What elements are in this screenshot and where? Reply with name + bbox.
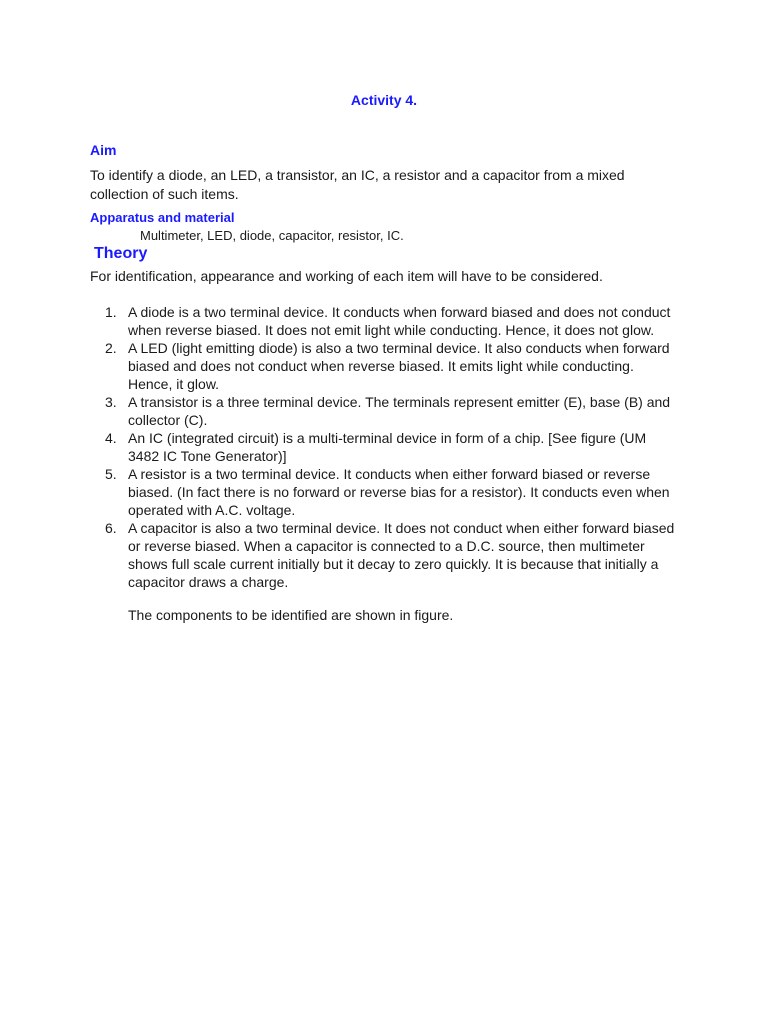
closing-text: The components to be identified are shown in figure. <box>128 607 454 623</box>
theory-list <box>90 303 680 591</box>
aim-text: To identify a diode, an LED, a transistor, an IC, a resistor and a capacitor from a mixed collection of such items. <box>90 167 625 202</box>
list-number: 1. <box>105 304 117 320</box>
apparatus-heading: Apparatus and material <box>90 210 235 225</box>
apparatus-text: Multimeter, LED, diode, capacitor, resistor, IC. <box>140 228 404 243</box>
list-number: 4. <box>105 430 117 446</box>
list-item-text: An IC (integrated circuit) is a multi-terminal device in form of a chip. [See figure (UM 3482 IC Tone Generator)] <box>128 430 647 464</box>
theory-heading: Theory <box>94 245 148 262</box>
aim-heading: Aim <box>90 142 117 158</box>
list-number: 5. <box>105 466 117 482</box>
page-title: Activity 4. <box>350 92 418 108</box>
list-item <box>90 303 680 339</box>
list-number: 2. <box>105 340 117 356</box>
list-item <box>90 339 680 393</box>
list-item <box>90 519 680 591</box>
list-item-text: A transistor is a three terminal device. The terminals represent emitter (E), base (B) and collector (C). <box>128 394 671 428</box>
list-number: 6. <box>105 520 117 536</box>
list-item <box>90 393 680 429</box>
list-item-text: A diode is a two terminal device. It conducts when forward biased and does not conduct when reverse biased. It does not emit light while conducting. Hence, it does not glow. <box>128 304 671 338</box>
list-item <box>90 429 680 465</box>
list-item-text: A LED (light emitting diode) is also a two terminal device. It also conducts when forward biased and does not conduct when reverse biased. It emits light while conducting. Hence, it glow. <box>128 340 670 392</box>
theory-intro: For identification, appearance and working of each item will have to be considered. <box>90 268 603 284</box>
list-item-text: A capacitor is also a two terminal device. It does not conduct when either forward biased or reverse biased. When a capacitor is connected to a D.C. source, then multimeter shows full scale current initially but it decay to zero quickly. It is because that initially a capacitor draws a charge. <box>128 520 675 590</box>
list-item <box>90 465 680 519</box>
list-number: 3. <box>105 394 117 410</box>
list-item-text: A resistor is a two terminal device. It conducts when either forward biased or reverse biased. (In fact there is no forward or reverse bias for a resistor). It conducts even when operated with A.C. voltage. <box>128 466 670 518</box>
